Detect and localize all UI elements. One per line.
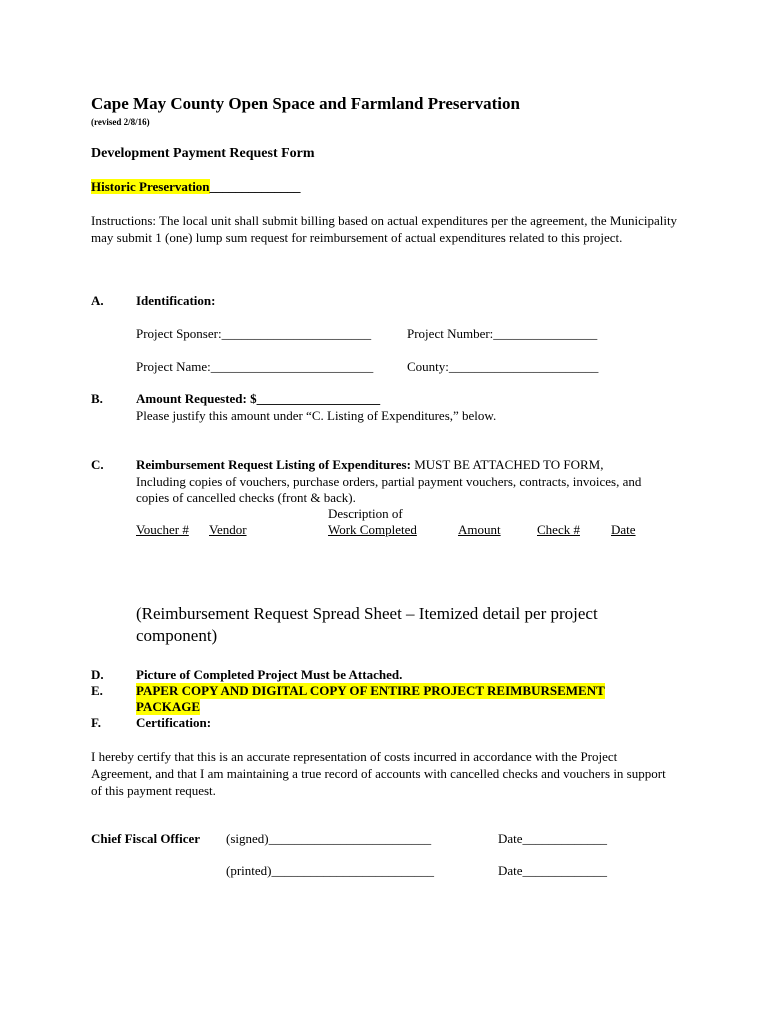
certification-text: I hereby certify that this is an accurate representation of costs incurred in accordance with the Project Agreement, and that I am maintaining a true record of accounts with cancelled checks and vouchers in support of this payment request. [91, 749, 666, 798]
project-number-field: Project Number:________________ [407, 326, 598, 341]
section-c-line2: Including copies of vouchers, purchase orders, partial payment vouchers, contracts, invoices, and [136, 474, 642, 489]
revised-date: (revised 2/8/16) [91, 117, 150, 127]
printed-line: (printed)_________________________ [226, 863, 434, 878]
category-line [91, 179, 301, 195]
column-description: Work Completed [328, 522, 417, 537]
county-field: County:_______________________ [407, 359, 599, 374]
section-a-heading: Identification: [136, 293, 216, 308]
column-vendor: Vendor [209, 522, 247, 537]
document-title: Cape May County Open Space and Farmland Preservation [91, 94, 520, 113]
amount-requested: Amount Requested: $___________________ [136, 391, 381, 406]
column-check: Check # [537, 522, 580, 537]
section-c-line3: copies of cancelled checks (front & back). [136, 490, 356, 505]
project-sponsor-field: Project Sponser:_______________________ [136, 326, 372, 341]
category-blank: ______________ [209, 179, 301, 194]
section-d-letter: D. [91, 667, 104, 682]
section-f-letter: F. [91, 715, 101, 730]
instructions-text: Instructions: The local unit shall submit billing based on actual expenditures per the agreement, the Municipality may submit 1 (one) lump sum request for reimbursement of actual expenditures related to this project. [91, 213, 678, 245]
form-title: Development Payment Request Form [91, 146, 315, 161]
section-c-letter: C. [91, 457, 104, 472]
category-label: Historic Preservation [91, 179, 210, 194]
amount-note: Please justify this amount under “C. Listing of Expenditures,” below. [136, 408, 497, 423]
column-amount: Amount [458, 522, 501, 537]
section-a-letter: A. [91, 293, 104, 308]
section-b-letter: B. [91, 391, 103, 406]
date-line-2: Date_____________ [498, 863, 608, 878]
column-description-top: Description of [328, 506, 403, 521]
column-date: Date [611, 522, 636, 537]
date-line-1: Date_____________ [498, 831, 608, 846]
section-e-text-line2: PACKAGE [136, 699, 201, 714]
section-c-heading-rest: MUST BE ATTACHED TO FORM, [410, 457, 604, 472]
spreadsheet-note: (Reimbursement Request Spread Sheet – Itemized detail per project component) [136, 604, 598, 645]
section-d-text: Picture of Completed Project Must be Attached. [136, 667, 403, 682]
section-e-letter: E. [91, 683, 103, 698]
signed-line: (signed)_________________________ [226, 831, 432, 846]
section-c-heading: Reimbursement Request Listing of Expenditures: [136, 457, 411, 472]
section-e-text-line1: PAPER COPY AND DIGITAL COPY OF ENTIRE PROJECT REIMBURSEMENT [136, 683, 605, 698]
section-c-line1 [136, 457, 604, 473]
chief-fiscal-officer-label: Chief Fiscal Officer [91, 831, 201, 846]
project-name-field: Project Name:_________________________ [136, 359, 374, 374]
section-f-text: Certification: [136, 715, 212, 730]
column-voucher: Voucher # [136, 522, 189, 537]
